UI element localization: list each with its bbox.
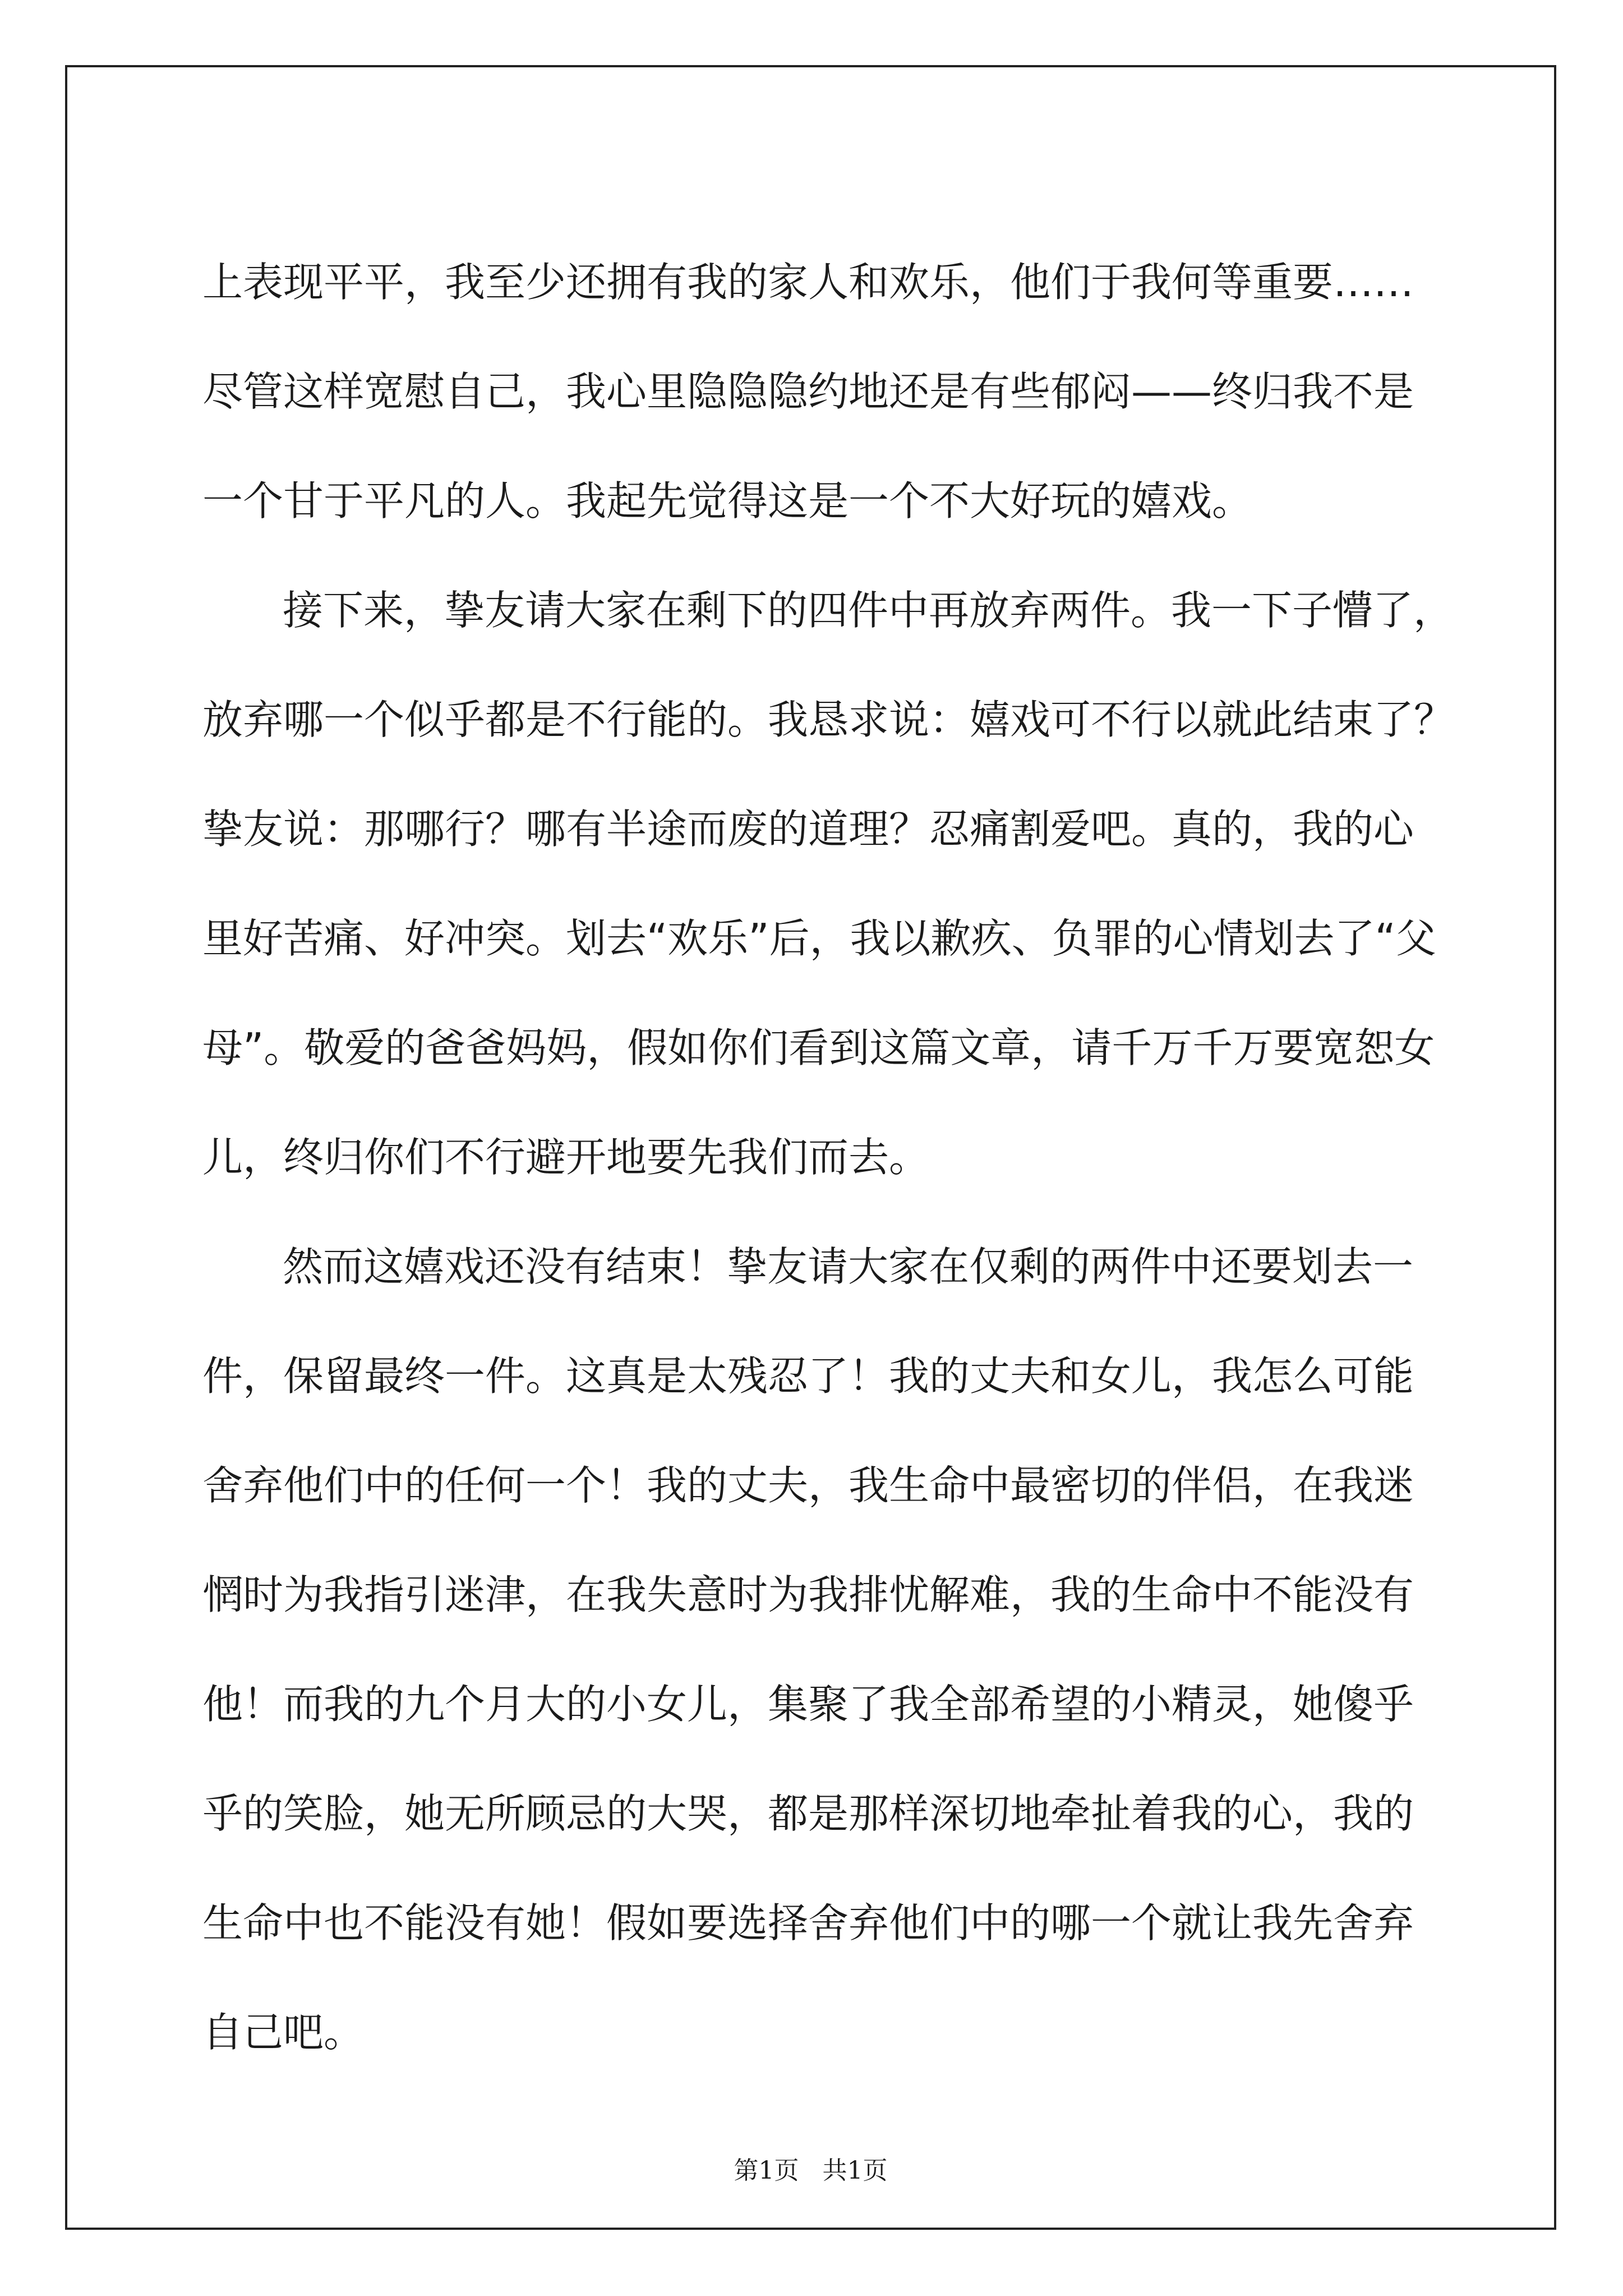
text-line: 里好苦痛、好冲突。划去“欢乐”后，我以歉疚、负罪的心情划去了“父 xyxy=(202,915,1436,962)
text-line: 生命中也不能没有她！假如要选择舍弃他们中的哪一个就让我先舍弃 xyxy=(202,1899,1414,1947)
text-line: 母”。敬爱的爸爸妈妈，假如你们看到这篇文章，请千万千万要宽恕女 xyxy=(202,1024,1435,1071)
text-line: 挚友说：那哪行？哪有半途而废的道理？忍痛割爱吧。真的，我的心 xyxy=(202,806,1414,853)
text-line: 惘时为我指引迷津，在我失意时为我排忧解难，我的生命中不能没有 xyxy=(202,1571,1414,1618)
text-line: 舍弃他们中的任何一个！我的丈夫，我生命中最密切的伴侣，在我迷 xyxy=(202,1462,1414,1509)
page-footer: 第1页 共1页 xyxy=(734,2156,888,2185)
text-line: 接下来，挚友请大家在剩下的四件中再放弃两件。我一下子懵了， xyxy=(283,587,1454,634)
text-line: 自己吧。 xyxy=(202,2009,365,2056)
text-line: 乎的笑脸，她无所顾忌的大哭，都是那样深切地牵扯着我的心，我的 xyxy=(202,1790,1414,1837)
document-body xyxy=(202,67,1555,2232)
text-line: 一个甘于平凡的人。我起先觉得这是一个不大好玩的嬉戏。 xyxy=(202,477,1253,524)
text-line: 上表现平平，我至少还拥有我的家人和欢乐，他们于我何等重要…… xyxy=(202,259,1414,306)
text-line: 儿，终归你们不行避开地要先我们而去。 xyxy=(202,1134,930,1181)
text-line: 放弃哪一个似乎都是不行能的。我恳求说：嬉戏可不行以就此结束了？ xyxy=(202,696,1455,743)
text-line: 件，保留最终一件。这真是太残忍了！我的丈夫和女儿，我怎么可能 xyxy=(202,1352,1414,1400)
text-line: 尽管这样宽慰自己，我心里隐隐隐约地还是有些郁闷——终归我不是 xyxy=(202,368,1414,415)
text-line: 然而这嬉戏还没有结束！挚友请大家在仅剩的两件中还要划去一 xyxy=(283,1243,1414,1290)
page-frame xyxy=(65,65,1556,2230)
text-line: 他！而我的九个月大的小女儿，集聚了我全部希望的小精灵，她傻乎 xyxy=(202,1681,1414,1728)
